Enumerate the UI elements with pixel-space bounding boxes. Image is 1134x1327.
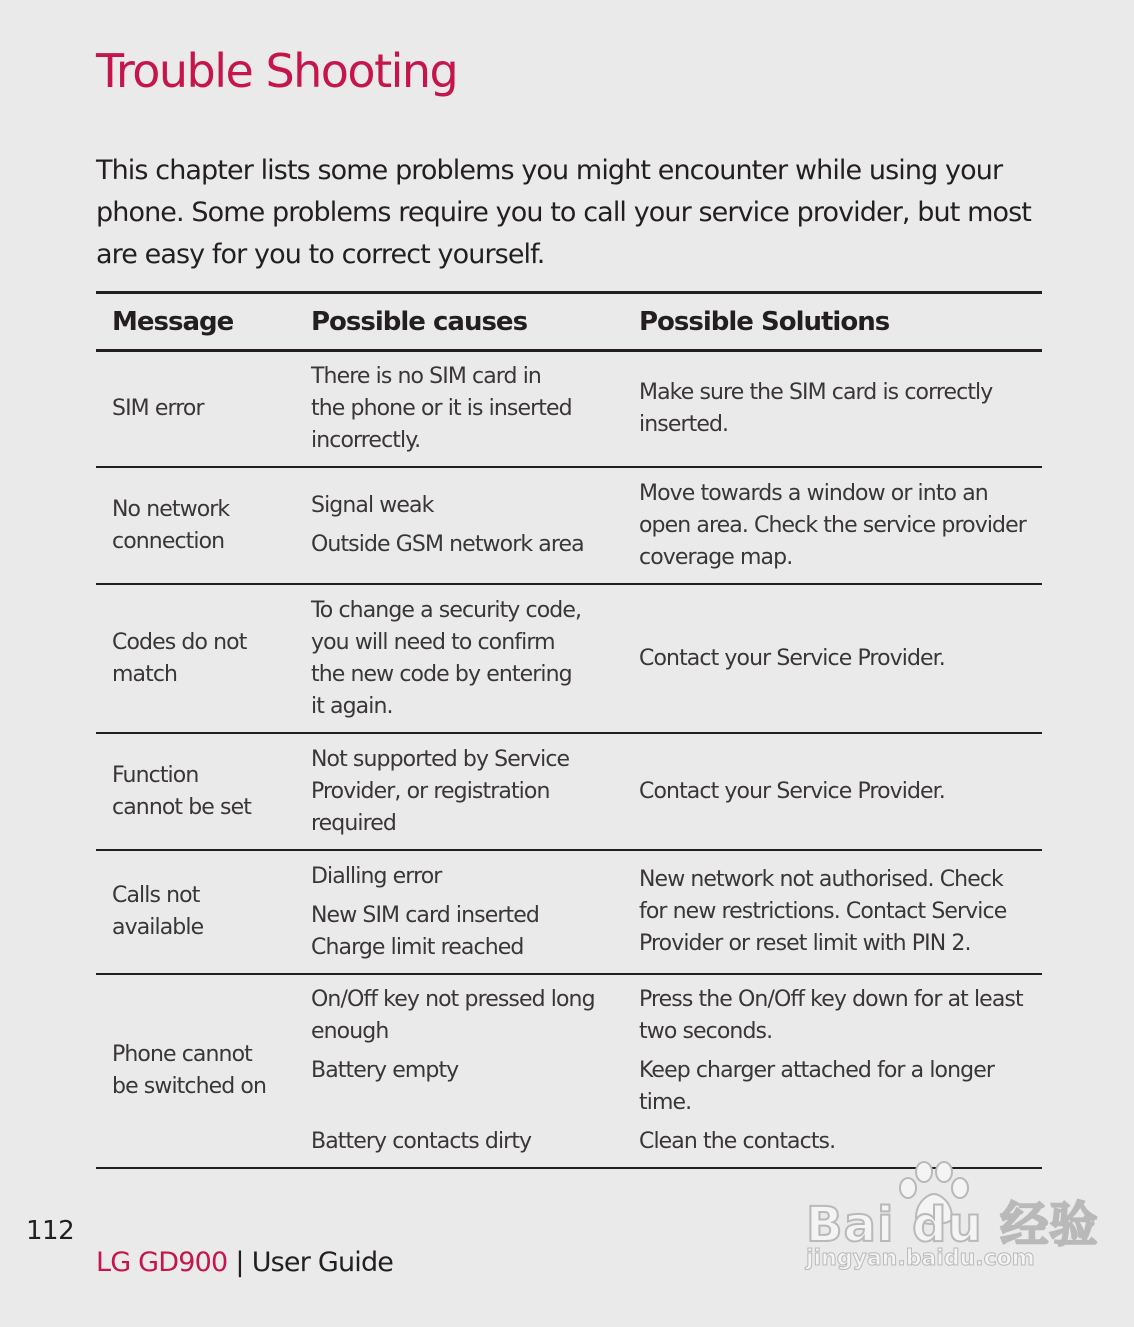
cause-text: There is no SIM card in the phone or it is inserted incorrectly. xyxy=(311,364,572,453)
solution-text: Move towards a window or into an open area. Check the service provider coverage map. xyxy=(639,480,1026,570)
message-text: Function cannot be set xyxy=(112,762,251,820)
table-row xyxy=(96,584,1042,733)
message-text: No network connection xyxy=(112,496,230,554)
footer-guide-label: User Guide xyxy=(251,1247,394,1278)
causes-cell xyxy=(303,467,631,584)
solution-text: Make sure the SIM card is correctly inserted. xyxy=(639,380,993,437)
watermark-brand: Bai du 经验 xyxy=(806,1197,1099,1253)
message-cell xyxy=(96,467,303,584)
message-cell xyxy=(96,351,303,468)
header-message: Message xyxy=(112,306,234,337)
header-possible-causes: Possible causes xyxy=(311,306,528,337)
table-row xyxy=(96,733,1042,850)
footer-model: LG GD900 xyxy=(96,1247,228,1278)
watermark xyxy=(804,1158,1099,1282)
message-cell xyxy=(96,584,303,733)
cause-text: Battery contacts dirty xyxy=(311,1129,532,1154)
solution-text: Contact your Service Provider. xyxy=(639,645,945,671)
watermark-site: jingyan.baidu.com xyxy=(806,1246,1035,1271)
cause-text: Dialling error xyxy=(311,863,442,889)
solution-text: Clean the contacts. xyxy=(639,1129,836,1154)
causes-cell xyxy=(303,850,631,974)
cause-text: To change a security code, you will need to confirm the new code by entering it again. xyxy=(311,597,582,719)
solutions-cell xyxy=(631,351,1042,468)
cause-text: New SIM card inserted xyxy=(311,902,539,928)
solutions-cell xyxy=(631,850,1042,974)
solutions-cell xyxy=(631,584,1042,733)
message-text: SIM error xyxy=(112,396,204,421)
message-cell xyxy=(96,974,303,1168)
message-text: Calls not available xyxy=(112,883,204,940)
solution-text: Contact your Service Provider. xyxy=(639,778,945,804)
solution-text: Keep charger attached for a longer time. xyxy=(639,1058,995,1115)
table-row xyxy=(96,351,1042,468)
message-cell xyxy=(96,733,303,850)
solutions-cell xyxy=(631,974,1042,1168)
causes-cell xyxy=(303,584,631,733)
footer-separator: | xyxy=(235,1247,244,1278)
table-row xyxy=(96,850,1042,974)
page-number: 112 xyxy=(26,1216,75,1246)
message-text: Phone cannot be switched on xyxy=(112,1042,267,1099)
cause-text: Outside GSM network area xyxy=(311,532,584,557)
cause-text: Battery empty xyxy=(311,1058,459,1083)
troubleshooting-table xyxy=(96,291,1042,1169)
table-row xyxy=(96,974,1042,1168)
causes-cell xyxy=(303,974,631,1168)
solution-text: New network not authorised. Check for new restrictions. Contact Service Provider or reset limit with PIN 2. xyxy=(639,867,1007,956)
causes-cell xyxy=(303,351,631,468)
cause-text: On/Off key not pressed long enough xyxy=(311,987,595,1044)
header-possible-solutions: Possible Solutions xyxy=(639,306,890,337)
intro-paragraph: This chapter lists some problems you might encounter while using your phone. Some problems require you to call your service provider, but most are easy for you to correct yourself. xyxy=(96,155,1031,270)
table-row xyxy=(96,467,1042,584)
message-text: Codes do not match xyxy=(112,629,247,687)
cause-text: Charge limit reached xyxy=(311,934,524,960)
message-cell xyxy=(96,850,303,974)
solution-text: Press the On/Off key down for at least two seconds. xyxy=(639,987,1023,1044)
footer xyxy=(96,1247,393,1278)
solutions-cell xyxy=(631,733,1042,850)
cause-text: Signal weak xyxy=(311,493,434,518)
causes-cell xyxy=(303,733,631,850)
solutions-cell xyxy=(631,467,1042,584)
page-title: Trouble Shooting xyxy=(96,44,458,98)
table-header-row xyxy=(96,293,1042,351)
cause-text: Not supported by Service Provider, or registration required xyxy=(311,746,570,836)
